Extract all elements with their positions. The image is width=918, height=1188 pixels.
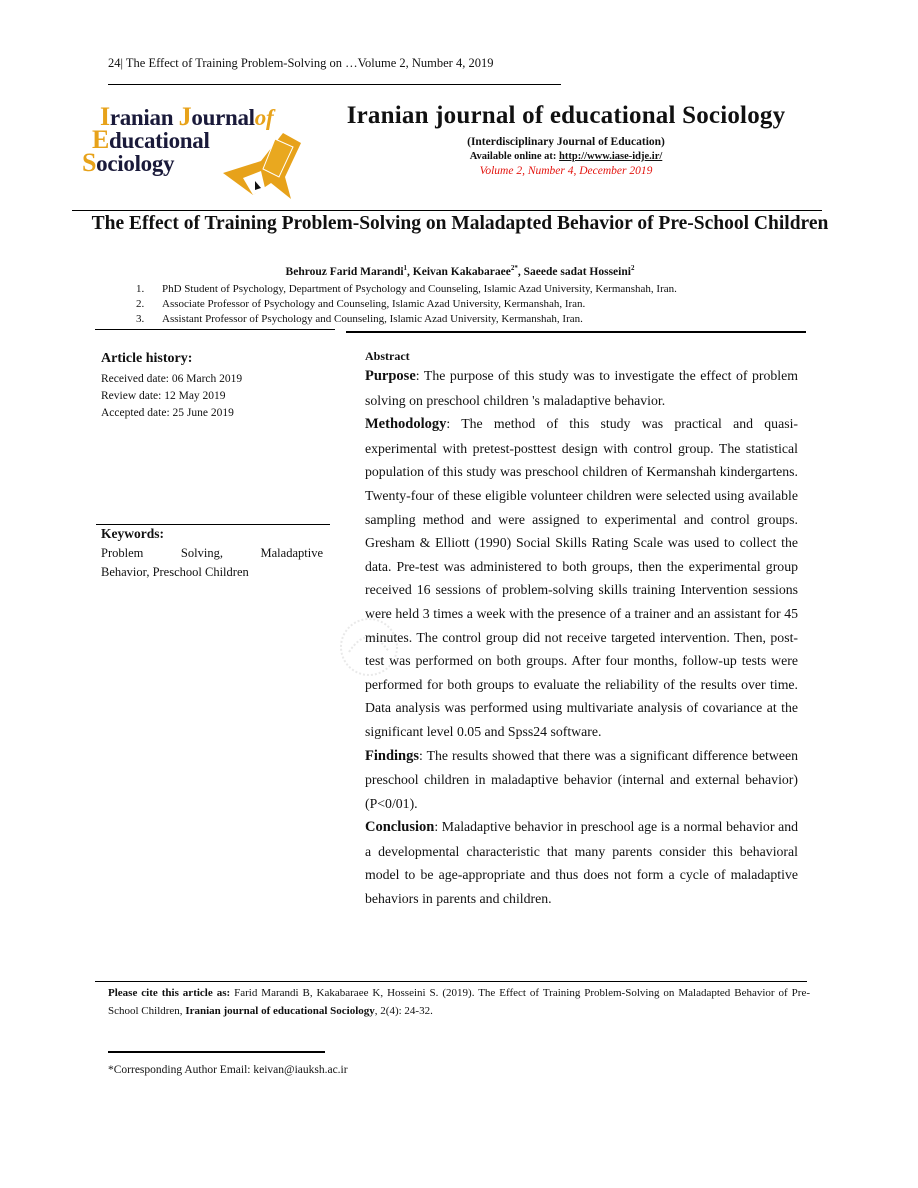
author-sep: , [407,265,413,278]
abstract-conclusion [365,815,798,910]
citation-pages: , 2(4): 24-32. [374,1005,433,1017]
article-history-heading: Article history: [101,351,193,366]
journal-subtitle: (Interdisciplinary Journal of Education) [467,136,665,148]
affiliation-number: 1. [136,283,145,295]
article-title: The Effect of Training Problem-Solving on Maladapted Behavior of Pre-School Children [91,213,829,234]
findings-label: Findings [365,747,419,764]
keywords-text [101,544,323,582]
received-date: Received date: 06 March 2019 [101,373,243,385]
author [286,266,413,278]
affiliation-number: 2. [136,298,145,310]
author-sep: , [517,265,524,278]
abstract-methodology [365,412,798,743]
findings-text: : The results showed that there was a significant difference between preschool children in maladaptive behavior (internal and external behavior) (P<0/01). [365,747,798,811]
methodology-text: : The method of this study was practical and quasi-experimental with pretest-posttest design with control group. The statistical population of this study was preschool children of Kermanshah kindergartens. Twenty-four of these eligible volunteer children were selected using available sampling method and were assigned to experimental and control groups. Gresham & Elliott (1990) Social Skills Rating Scale was used to collect the data. Pre-test was administered to both groups, then the experimental group received 16 sessions of problem-solving skills training Intervention sessions were held 3 times a week with the presence of a trainer and an assistant for 45 minutes. The control group did not receive targeted intervention. Then, post-test was performed on both groups. After four months, follow-up tests were performed for both groups to evaluate the reliability of the results over time. Data analysis was performed using multivariate analysis of covariance at the significant level 0.05 and Spss24 software. [365,416,798,739]
author-name: Saeede sadat Hosseini [523,265,631,278]
citation-journal: Iranian journal of educational Sociology [185,1005,375,1017]
article-history [101,371,242,422]
affiliation-list [136,282,816,327]
author-affil-sup: 2 [630,264,635,272]
keyword-word: Problem [101,546,144,560]
logo-text: ociology [96,151,175,176]
accepted-date: Accepted date: 25 June 2019 [101,407,234,419]
logo-line-1 [100,102,274,131]
author [524,266,635,278]
journal-logo [80,103,310,203]
keywords-line: Behavior, Preschool Children [101,565,249,579]
journal-name: Iranian journal of educational Sociology [346,102,786,129]
keywords-heading: Keywords: [101,526,164,541]
logo-line-3 [82,148,175,177]
logo-initial-e: E [92,125,110,154]
citation-rule [95,981,807,982]
logo-text: ournal [191,105,255,130]
title-rule [72,210,822,211]
affiliation-text: Assistant Professor of Psychology and Counseling, Islamic Azad University, Kermanshah, Iran. [162,313,583,325]
affiliation-item [136,312,816,327]
affiliation-item [136,297,816,312]
purpose-text: : The purpose of this study was to investigate the effect of problem solving on preschool children 's maladaptive behavior. [365,368,798,408]
keywords-rule [96,524,330,525]
keyword-word: Solving, [180,546,223,560]
keywords-line [101,544,323,563]
review-date: Review date: 12 May 2019 [101,390,226,402]
author [413,266,524,278]
citation-label: Please cite this article as: [108,987,231,999]
logo-text: ducational [109,128,210,153]
logo-text: ranian [109,105,179,130]
logo-line-2 [92,125,210,154]
abstract-findings [365,744,798,816]
logo-initial-j: J [178,102,192,131]
header-rule [108,84,561,85]
affiliation-text: Associate Professor of Psychology and Counseling, Islamic Azad University, Kermanshah, Iran. [162,298,586,310]
footnote-rule [108,1051,325,1053]
author-list [90,264,830,278]
pencil-star-icon [213,133,308,203]
conclusion-text: : Maladaptive behavior in preschool age is a normal behavior and a developmental characteristic that many parents consider this behavioral model to be age-appropriate and thus does not form a cycle of maladaptive behaviors in parents and children. [365,819,798,907]
affiliation-text: PhD Student of Psychology, Department of Psychology and Counseling, Islamic Azad University, Kermanshah, Iran. [162,283,677,295]
journal-availability [334,151,798,162]
author-name: Behrouz Farid Marandi [285,265,404,278]
journal-volume: Volume 2, Number 4, December 2019 [479,165,653,177]
journal-url-link[interactable]: http://www.iase-idje.ir/ [559,151,663,162]
affiliation-item [136,282,816,297]
keyword-word: Maladaptive [260,546,323,560]
author-affil-sup: 1 [403,264,408,272]
logo-initial-i: I [100,102,110,131]
conclusion-label: Conclusion [365,819,435,836]
abstract-purpose [365,364,798,412]
section-rule [346,331,806,333]
methodology-label: Methodology [365,416,447,433]
affiliation-number: 3. [136,313,145,325]
abstract-heading: Abstract [365,349,410,363]
author-affil-sup: 2* [510,264,518,272]
logo-initial-s: S [82,148,97,177]
running-header: 24| The Effect of Training Problem-Solving on …Volume 2, Number 4, 2019 [108,56,494,70]
available-label: Available online at: [469,151,560,162]
abstract-body [365,364,798,911]
author-name: Keivan Kakabaraee [412,265,511,278]
citation [108,984,810,1020]
section-rule [95,329,335,330]
corresponding-author-footnote: *Corresponding Author Email: keivan@iauksh.ac.ir [108,1064,348,1076]
purpose-label: Purpose [365,368,416,384]
logo-of: of [254,105,274,130]
citation-text: Farid Marandi B, Kakabaraee K, Hosseini S. (2019). The Effect of Training Problem-Solving on Maladapted Behavior of Pre-School Children, [108,987,810,1017]
